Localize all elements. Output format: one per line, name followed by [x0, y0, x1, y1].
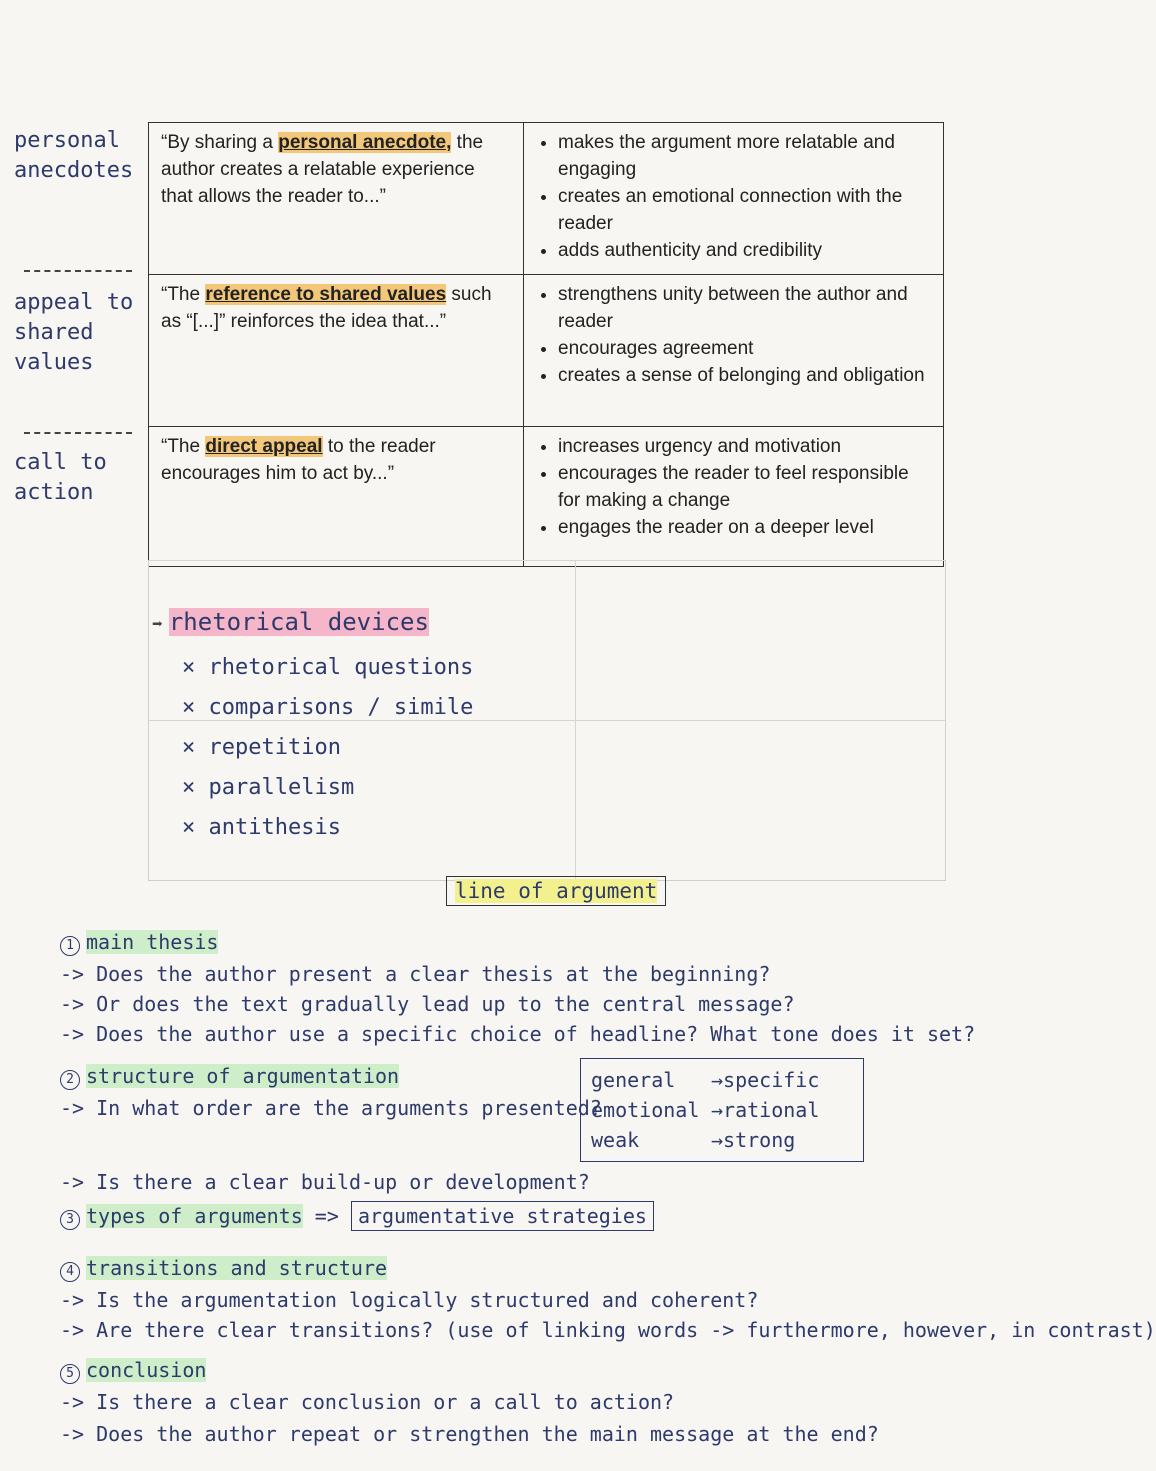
list-item: × rhetorical questions	[182, 648, 473, 688]
list-item: • increases urgency and motivation	[558, 433, 931, 460]
list-item: • adds authenticity and credibility	[558, 237, 931, 264]
list-item: • creates a sense of belonging and obligation	[558, 362, 931, 389]
scale-row: general → specific	[591, 1068, 820, 1092]
highlight: personal anecdote,	[278, 132, 452, 153]
scale-box	[580, 1058, 864, 1162]
label-personal-anecdotes: personal anecdotes	[14, 128, 134, 183]
label-shared-values: appeal to shared values	[14, 290, 134, 375]
list-item: × antithesis	[182, 808, 473, 848]
question: -> Or does the text gradually lead up to the central message?	[60, 992, 795, 1016]
table-row	[149, 123, 944, 275]
question: -> Is there a clear conclusion or a call to action?	[60, 1390, 675, 1414]
list-item: × repetition	[182, 728, 473, 768]
list-item: × parallelism	[182, 768, 473, 808]
question: -> Are there clear transitions? (use of linking words -> furthermore, however, in contrast)	[60, 1318, 1156, 1342]
question: -> In what order are the arguments presented?	[60, 1096, 602, 1120]
divider	[24, 270, 132, 272]
list-item: • strengthens unity between the author and reader	[558, 281, 931, 335]
scale-row: weak → strong	[591, 1128, 796, 1152]
structure-heading: 2 structure of argumentation	[60, 1064, 399, 1090]
effect-cell	[524, 123, 944, 275]
highlight: reference to shared values	[205, 284, 447, 305]
list-item: • creates an emotional connection with the reader	[558, 183, 931, 237]
highlight: direct appeal	[205, 436, 323, 457]
line-of-argument-heading: line of argument	[446, 876, 666, 906]
effect-cell	[524, 427, 944, 567]
list-item: • encourages the reader to feel responsible for making a change	[558, 460, 931, 514]
quote-cell: “By sharing a personal anecdote, the author creates a relatable experience that allows the reader to...”	[149, 123, 524, 275]
scale-row: emotional → rational	[591, 1098, 820, 1122]
main-thesis-heading: 1 main thesis	[60, 930, 218, 956]
arrow-icon: ➡	[152, 614, 163, 635]
divider	[24, 432, 132, 434]
table-row	[149, 427, 944, 567]
question: -> Is the argumentation logically structured and coherent?	[60, 1288, 759, 1312]
rhetorical-devices-heading: ➡ rhetorical devices	[152, 608, 429, 636]
devices-list	[182, 648, 473, 848]
phrases-table	[148, 122, 944, 567]
quote-cell: “The reference to shared values such as “[...]” reinforces the idea that...”	[149, 275, 524, 427]
conclusion-heading: 5 conclusion	[60, 1358, 206, 1384]
question: -> Does the author use a specific choice of headline? What tone does it set?	[60, 1022, 976, 1046]
types-heading: 3 types of arguments => argumentative strategies	[60, 1204, 654, 1230]
list-item: • engages the reader on a deeper level	[558, 514, 931, 541]
label-call-to-action: call to action	[14, 450, 107, 505]
quote-cell: “The direct appeal to the reader encourages him to act by...”	[149, 427, 524, 567]
list-item: • makes the argument more relatable and engaging	[558, 129, 931, 183]
list-item: × comparisons / simile	[182, 688, 473, 728]
list-item: • encourages agreement	[558, 335, 931, 362]
question: -> Does the author repeat or strengthen the main message at the end?	[60, 1422, 879, 1446]
question: -> Is there a clear build-up or development?	[60, 1170, 590, 1194]
table-row	[149, 275, 944, 427]
transitions-heading: 4 transitions and structure	[60, 1256, 387, 1282]
question: -> Does the author present a clear thesis at the beginning?	[60, 962, 771, 986]
effect-cell	[524, 275, 944, 427]
